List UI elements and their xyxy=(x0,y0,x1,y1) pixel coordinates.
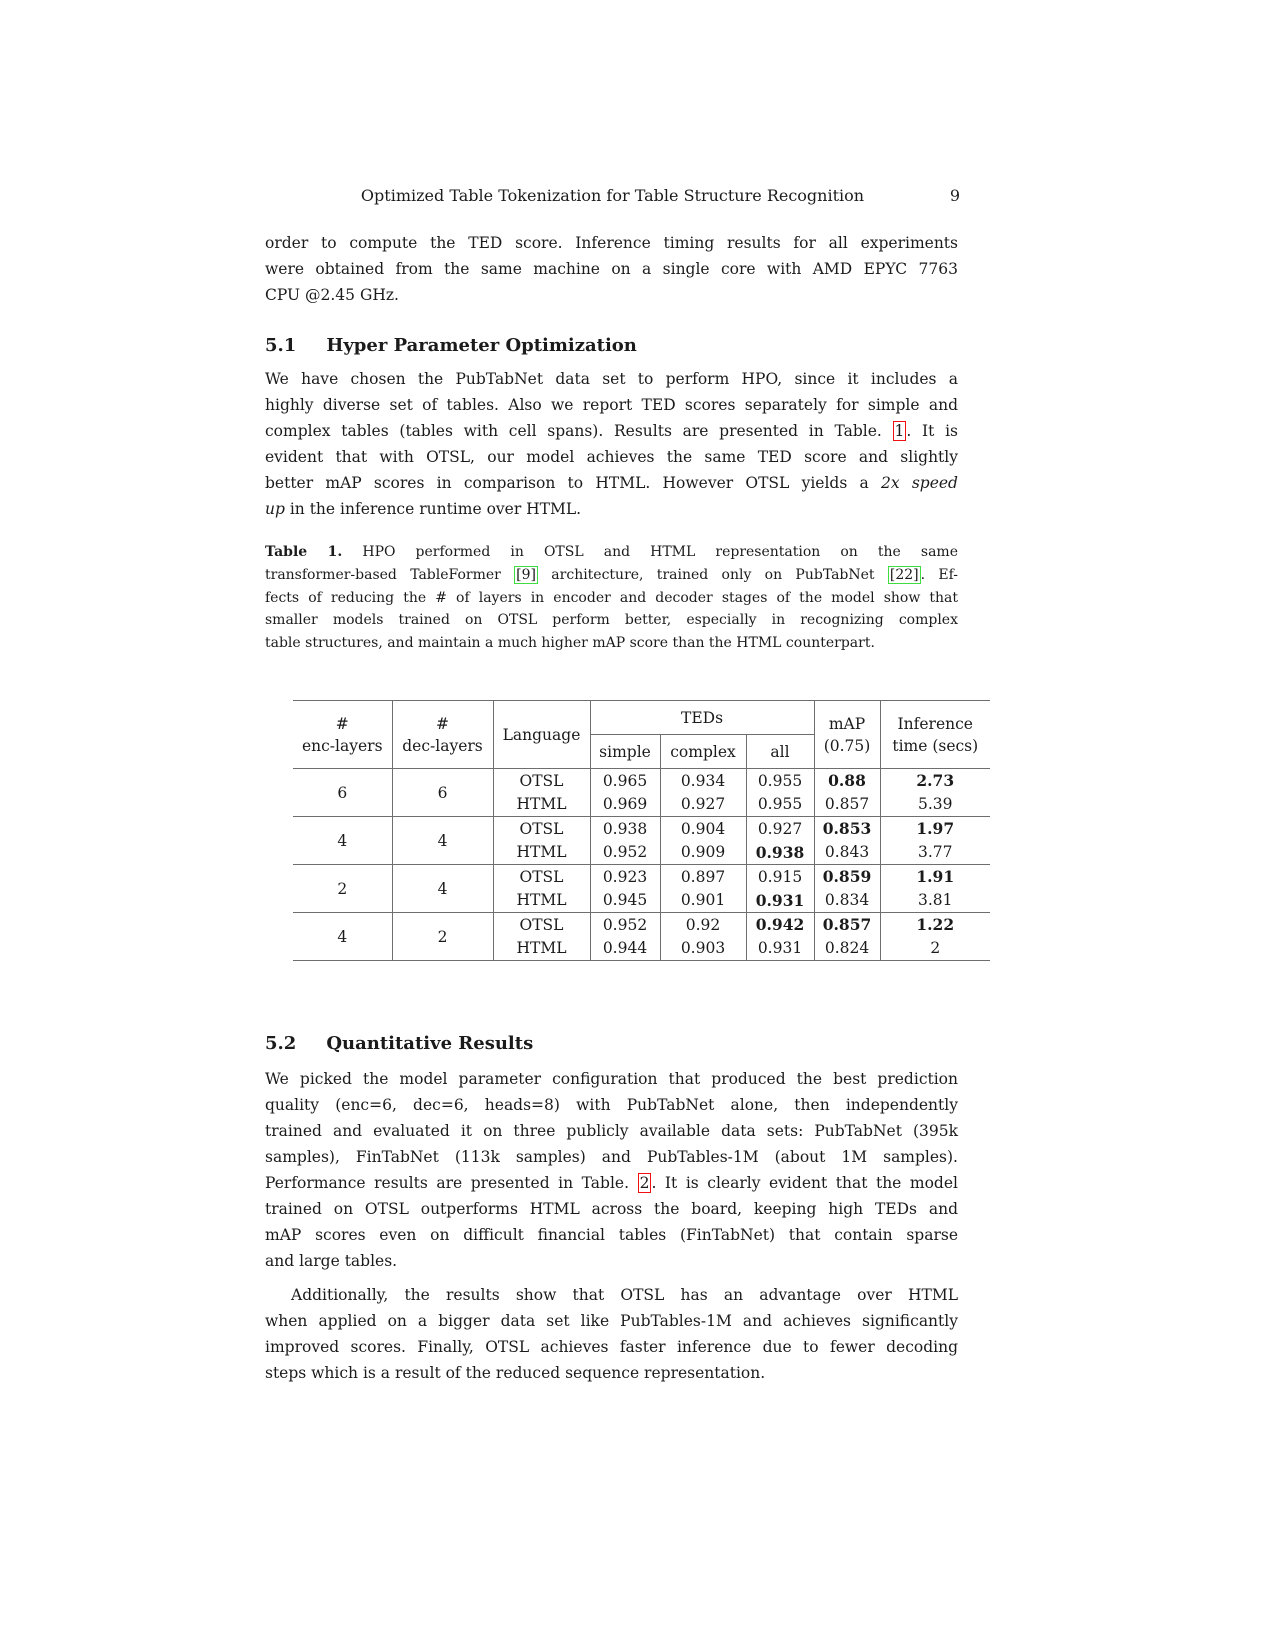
text-line: trained on OTSL outperforms HTML across the board, keeping high TEDs and xyxy=(265,1200,958,1218)
text-line: improved scores. Finally, OTSL achieves faster inference due to fewer decoding xyxy=(265,1338,958,1356)
col-header-map xyxy=(814,701,880,769)
section-number: 5.1 xyxy=(265,335,297,356)
value-cell: 0.903 xyxy=(660,937,746,961)
text-line: complex tables (tables with cell spans). Results are presented in Table. 1 . It is xyxy=(265,422,958,440)
value-cell: 0.938 xyxy=(746,841,814,865)
table-row xyxy=(293,913,990,937)
col-header-language: Language xyxy=(493,701,590,769)
text-line: mAP scores even on difficult financial tables (FinTabNet) that contain sparse xyxy=(265,1226,958,1244)
inference-unit-label: time (secs) xyxy=(892,736,979,755)
language-cell: OTSL xyxy=(493,769,590,793)
table-ref-1[interactable]: 1 xyxy=(894,422,905,440)
value-cell: 1.97 xyxy=(880,817,990,841)
value-cell: 0.945 xyxy=(590,889,660,913)
text-line: We picked the model parameter configuration that produced the best prediction xyxy=(265,1070,958,1088)
text-line: evident that with OTSL, our model achieves the same TED score and slightly xyxy=(265,448,958,466)
text-line: were obtained from the same machine on a single core with AMD EPYC 7763 xyxy=(265,260,958,278)
text-line: table structures, and maintain a much higher mAP score than the HTML counterpart. xyxy=(265,635,875,652)
table-row xyxy=(293,817,990,841)
table-row xyxy=(293,865,990,889)
italic-text: up xyxy=(265,500,285,518)
value-cell: 0.88 xyxy=(814,769,880,793)
text-line: quality (enc=6, dec=6, heads=8) with PubTabNet alone, then independently xyxy=(265,1096,958,1114)
table-row xyxy=(293,769,990,793)
value-cell: 0.942 xyxy=(746,913,814,937)
value-cell: 0.944 xyxy=(590,937,660,961)
italic-text: 2x speed xyxy=(881,474,958,492)
results-table xyxy=(293,700,990,961)
col-header-all: all xyxy=(746,735,814,769)
language-cell: HTML xyxy=(493,889,590,913)
enc-layers-cell: 2 xyxy=(293,865,392,913)
language-cell: HTML xyxy=(493,793,590,817)
value-cell: 0.969 xyxy=(590,793,660,817)
value-cell: 0.897 xyxy=(660,865,746,889)
col-header-enc-layers xyxy=(293,701,392,769)
text-line: Additionally, the results show that OTSL has an advantage over HTML xyxy=(291,1286,958,1304)
enc-layers-label: enc-layers xyxy=(301,736,383,755)
value-cell: 0.834 xyxy=(814,889,880,913)
text-line: up in the inference runtime over HTML. xyxy=(265,500,582,518)
section-heading-5-2 xyxy=(265,1033,958,1054)
value-cell: 0.904 xyxy=(660,817,746,841)
results-table-body xyxy=(293,769,990,961)
dec-layers-cell: 6 xyxy=(392,769,493,817)
language-cell: OTSL xyxy=(493,817,590,841)
section-heading-5-1 xyxy=(265,335,958,356)
text-line: when applied on a bigger data set like PubTables-1M and achieves significantly xyxy=(265,1312,958,1330)
map-label: mAP xyxy=(828,714,866,733)
dec-layers-label: dec-layers xyxy=(402,736,483,755)
value-cell: 0.857 xyxy=(814,913,880,937)
value-cell: 0.843 xyxy=(814,841,880,865)
value-cell: 0.952 xyxy=(590,841,660,865)
hash-symbol: # xyxy=(436,714,449,733)
text-line: samples), FinTabNet (113k samples) and PubTables-1M (about 1M samples). xyxy=(265,1148,958,1166)
dec-layers-cell: 4 xyxy=(392,865,493,913)
value-cell: 0.934 xyxy=(660,769,746,793)
text-line: order to compute the TED score. Inference timing results for all experiments xyxy=(265,234,958,252)
table-ref-2[interactable]: 2 xyxy=(639,1174,650,1192)
value-cell: 0.859 xyxy=(814,865,880,889)
text-line: and large tables. xyxy=(265,1252,398,1270)
text-line: Performance results are presented in Table. 2 . It is clearly evident that the model xyxy=(265,1174,958,1192)
enc-layers-cell: 4 xyxy=(293,913,392,961)
bold-text: Table 1. xyxy=(265,544,343,560)
hash-symbol: # xyxy=(335,714,349,733)
value-cell: 2 xyxy=(880,937,990,961)
page-number: 9 xyxy=(949,186,960,205)
section-5-1-paragraph xyxy=(265,366,958,522)
text-line: trained and evaluated it on three publicly available data sets: PubTabNet (395k xyxy=(265,1122,958,1140)
text-line: Table 1. HPO performed in OTSL and HTML representation on the same xyxy=(265,544,958,560)
value-cell: 1.91 xyxy=(880,865,990,889)
col-header-dec-layers xyxy=(392,701,493,769)
table-1-caption xyxy=(265,541,958,655)
page-header xyxy=(265,186,960,205)
text-line: steps which is a result of the reduced sequence representation. xyxy=(265,1364,766,1382)
text-line: We have chosen the PubTabNet data set to perform HPO, since it includes a xyxy=(265,370,958,388)
language-cell: OTSL xyxy=(493,865,590,889)
value-cell: 0.938 xyxy=(590,817,660,841)
dec-layers-cell: 4 xyxy=(392,817,493,865)
section-5-2-paragraph-1 xyxy=(265,1066,958,1274)
language-cell: OTSL xyxy=(493,913,590,937)
results-table-header xyxy=(293,701,990,769)
section-title: Hyper Parameter Optimization xyxy=(326,335,637,356)
value-cell: 1.22 xyxy=(880,913,990,937)
dec-layers-cell: 2 xyxy=(392,913,493,961)
col-header-simple: simple xyxy=(590,735,660,769)
text-line: CPU @2.45 GHz. xyxy=(265,286,399,304)
value-cell: 0.915 xyxy=(746,865,814,889)
value-cell: 0.931 xyxy=(746,937,814,961)
section-5-2-paragraph-2 xyxy=(265,1282,958,1386)
text-line: better mAP scores in comparison to HTML. However OTSL yields a 2x speed xyxy=(265,474,958,492)
section-number: 5.2 xyxy=(265,1033,297,1054)
citation-22[interactable]: [22] xyxy=(889,566,919,583)
value-cell: 0.92 xyxy=(660,913,746,937)
citation-9[interactable]: [9] xyxy=(516,566,536,583)
value-cell: 0.955 xyxy=(746,793,814,817)
value-cell: 2.73 xyxy=(880,769,990,793)
value-cell: 0.853 xyxy=(814,817,880,841)
intro-paragraph xyxy=(265,230,958,308)
value-cell: 0.965 xyxy=(590,769,660,793)
enc-layers-cell: 4 xyxy=(293,817,392,865)
enc-layers-cell: 6 xyxy=(293,769,392,817)
value-cell: 0.927 xyxy=(746,817,814,841)
value-cell: 3.77 xyxy=(880,841,990,865)
value-cell: 0.927 xyxy=(660,793,746,817)
text-line: highly diverse set of tables. Also we report TED scores separately for simple and xyxy=(265,396,958,414)
value-cell: 0.901 xyxy=(660,889,746,913)
inference-label: Inference xyxy=(897,714,973,733)
value-cell: 0.824 xyxy=(814,937,880,961)
value-cell: 0.955 xyxy=(746,769,814,793)
col-header-inference xyxy=(880,701,990,769)
value-cell: 0.909 xyxy=(660,841,746,865)
section-title: Quantitative Results xyxy=(326,1033,534,1054)
text-line: transformer-based TableFormer [9] architecture, trained only on PubTabNet [22] . Ef- xyxy=(265,566,959,583)
language-cell: HTML xyxy=(493,841,590,865)
value-cell: 3.81 xyxy=(880,889,990,913)
text-line: smaller models trained on OTSL perform better, especially in recognizing complex xyxy=(265,612,958,629)
map-threshold-label: (0.75) xyxy=(823,736,871,755)
value-cell: 5.39 xyxy=(880,793,990,817)
col-header-complex: complex xyxy=(660,735,746,769)
value-cell: 0.952 xyxy=(590,913,660,937)
value-cell: 0.923 xyxy=(590,865,660,889)
text-line: fects of reducing the # of layers in encoder and decoder stages of the model show that xyxy=(265,589,958,606)
running-title: Optimized Table Tokenization for Table Structure Recognition xyxy=(360,186,865,205)
col-header-teds: TEDs xyxy=(590,701,814,735)
value-cell: 0.857 xyxy=(814,793,880,817)
language-cell: HTML xyxy=(493,937,590,961)
value-cell: 0.931 xyxy=(746,889,814,913)
